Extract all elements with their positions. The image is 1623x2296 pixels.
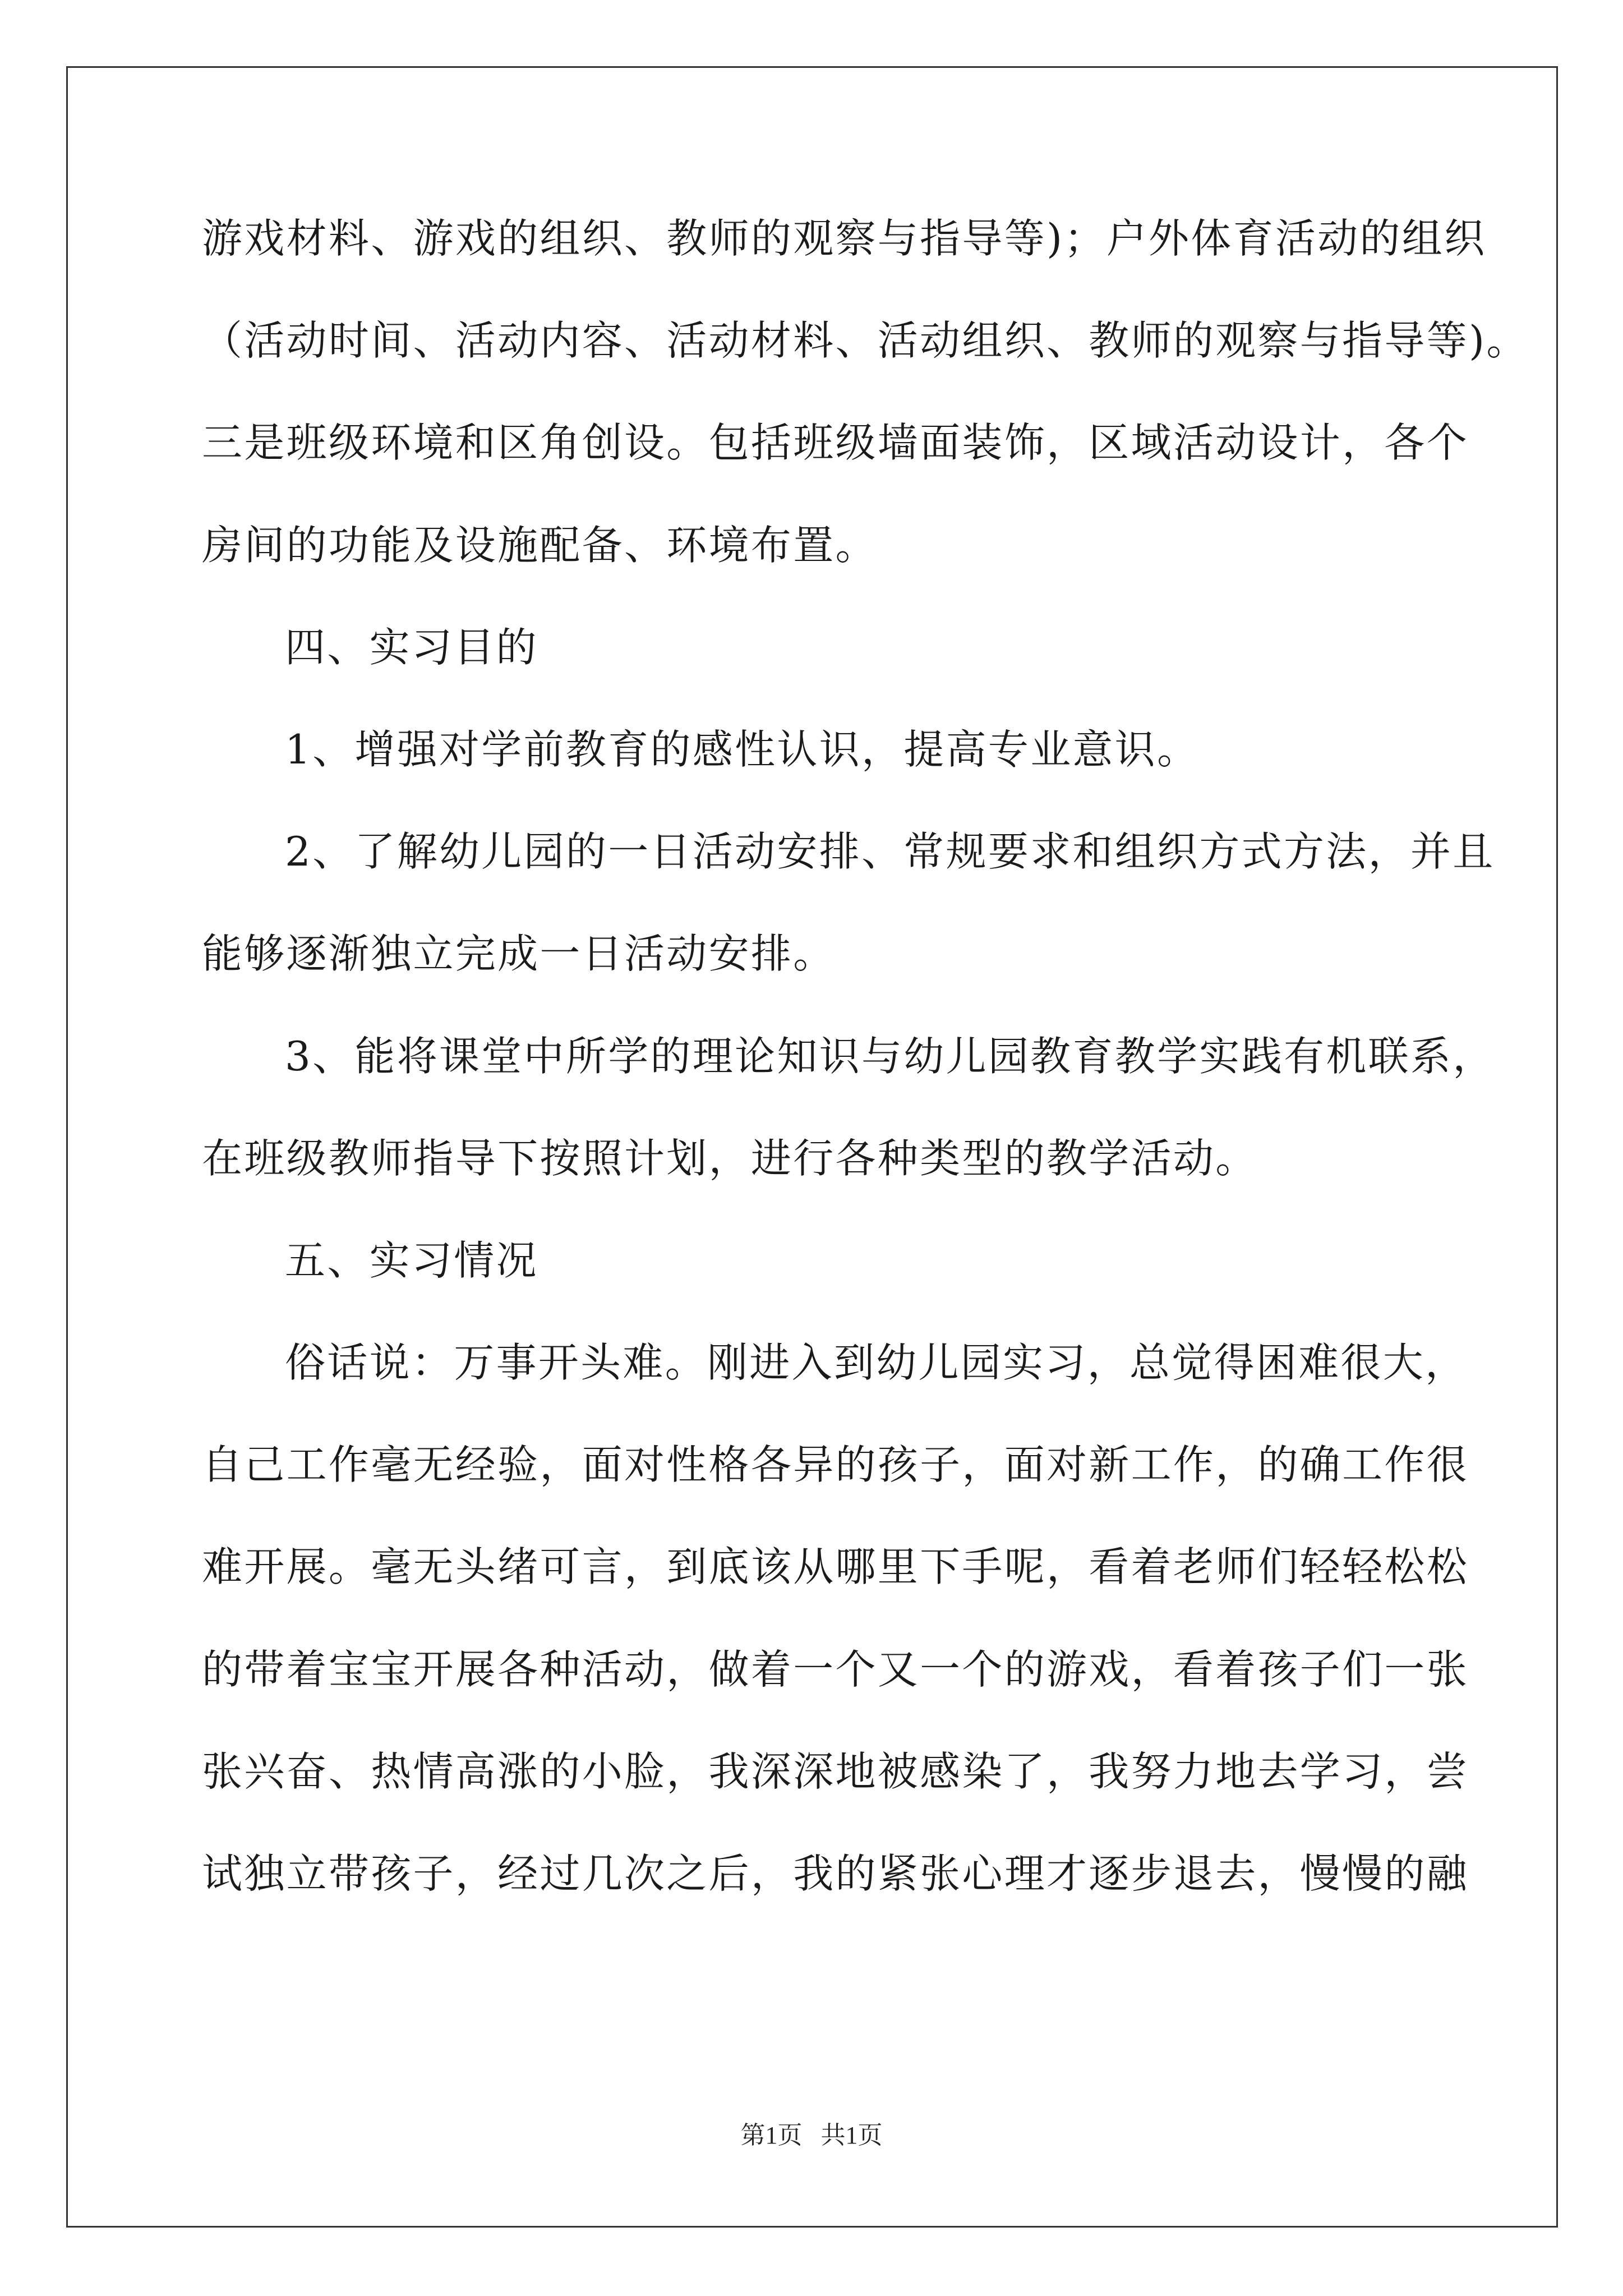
list-item: 3、能将课堂中所学的理论知识与幼儿园教育教学实践有机联系，	[285, 1032, 1495, 1080]
text-line: 三是班级环境和区角创设。包括班级墙面装饰，区域活动设计，各个	[202, 419, 1469, 467]
text-line: （活动时间、活动内容、活动材料、活动组织、教师的观察与指导等)。	[202, 317, 1529, 365]
paragraph-start: 俗话说：万事开头难。刚进入到幼儿园实习，总觉得困难很大，	[285, 1339, 1468, 1387]
text-line: 自己工作毫无经验，面对性格各异的孩子，面对新工作，的确工作很	[202, 1441, 1469, 1489]
list-item: 1、增强对学前教育的感性认识，提高专业意识。	[285, 725, 1200, 773]
page-number-footer: 第1页 共1页	[740, 2122, 883, 2149]
list-item: 2、了解幼儿园的一日活动安排、常规要求和组织方式方法，并且	[285, 828, 1495, 876]
text-line: 游戏材料、游戏的组织、教师的观察与指导等)；户外体育活动的组织	[202, 215, 1487, 262]
text-line: 能够逐渐独立完成一日活动安排。	[202, 930, 836, 978]
text-line: 的带着宝宝开展各种活动，做着一个又一个的游戏，看着孩子们一张	[202, 1645, 1469, 1693]
section-heading: 四、实习目的	[285, 623, 538, 671]
document-body	[202, 215, 1529, 1953]
text-line: 试独立带孩子，经过几次之后，我的紧张心理才逐步退去，慢慢的融	[202, 1850, 1469, 1897]
section-heading: 五、实习情况	[285, 1236, 538, 1284]
text-line: 房间的功能及设施配备、环境布置。	[202, 521, 878, 569]
text-line: 难开展。毫无头绪可言，到底该从哪里下手呢，看着老师们轻轻松松	[202, 1543, 1469, 1591]
text-line: 在班级教师指导下按照计划，进行各种类型的教学活动。	[202, 1134, 1258, 1182]
text-line: 张兴奋、热情高涨的小脸，我深深地被感染了，我努力地去学习，尝	[202, 1747, 1469, 1795]
